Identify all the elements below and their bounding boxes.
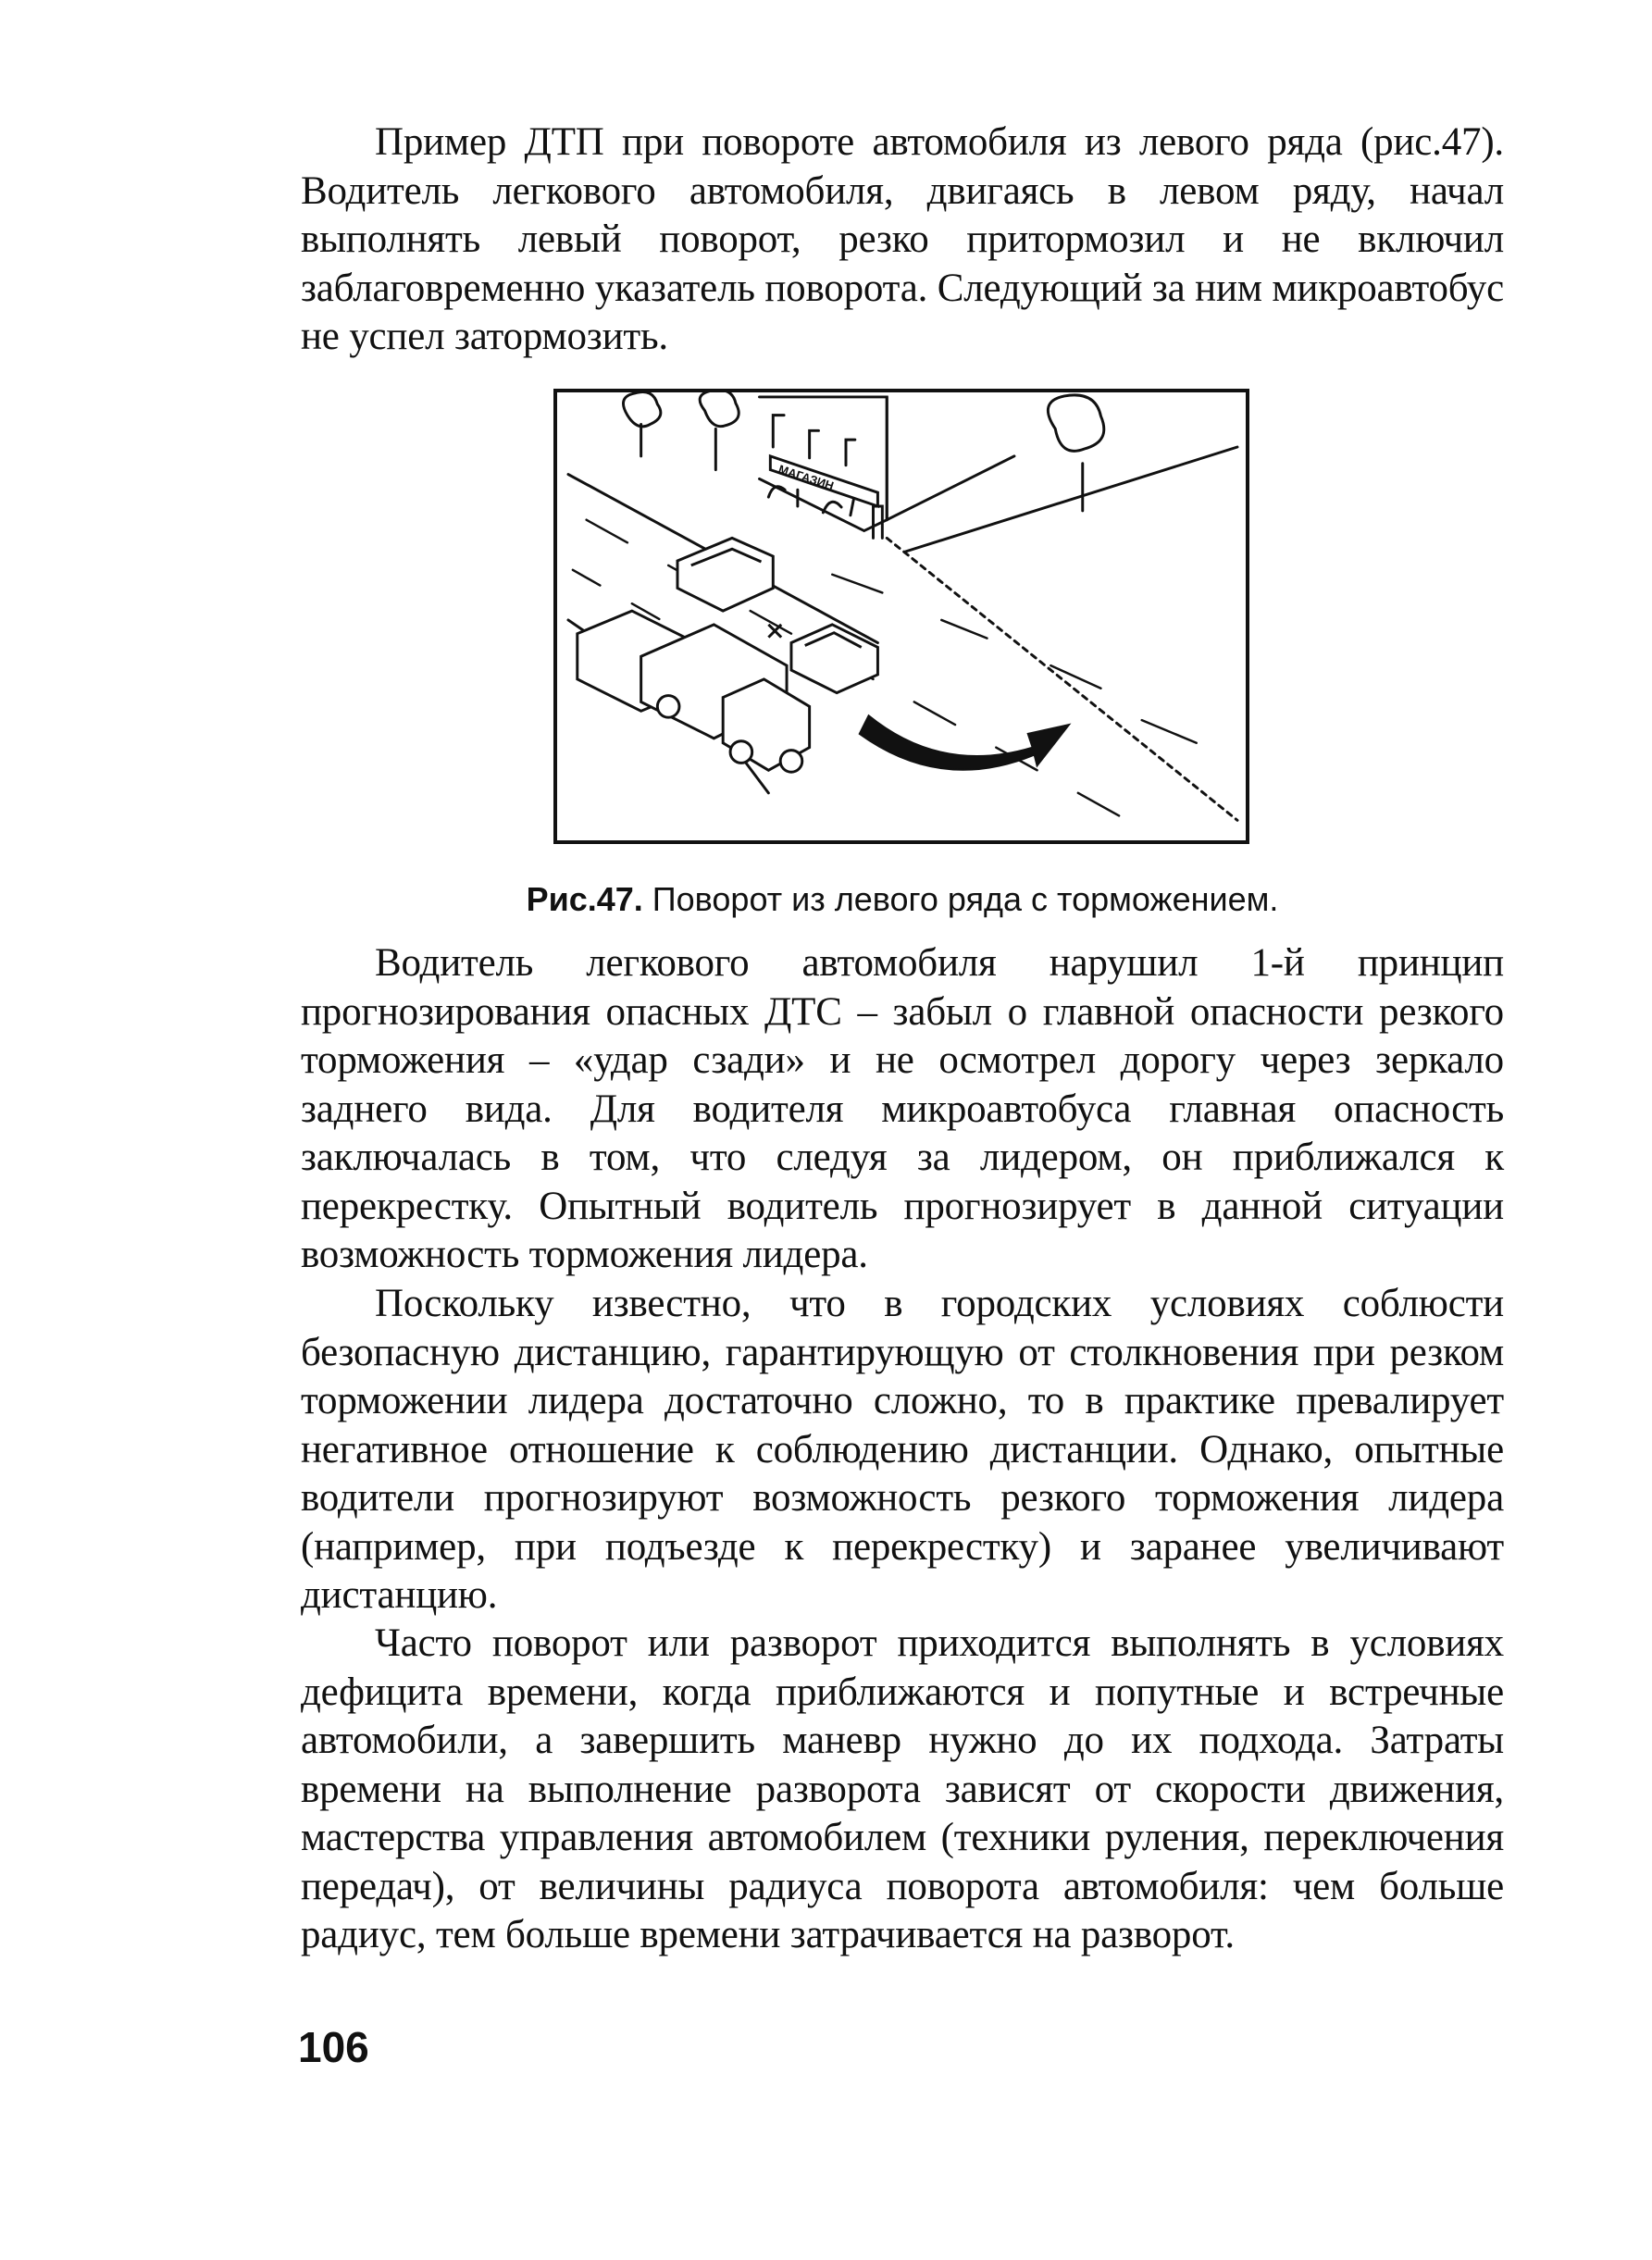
page-number: 106: [298, 2023, 369, 2071]
shop-sign-text: МАГАЗИН: [776, 462, 836, 493]
tree-3: [1048, 395, 1103, 511]
vehicles: [578, 538, 878, 772]
caption-number: Рис.47.: [526, 880, 643, 918]
sidewalk-edge: [887, 456, 1014, 520]
tree-1: [623, 392, 660, 456]
paragraph-3: Поскольку известно, что в городских условиях соблюсти безопасную дистанцию, гарантирующую от столкновения при резком торможении лидера достаточно сложно, то в практике превалирует негативное отношение к соблюдению дистанции. Однако, опытные водители прогнозируют возможность резкого торможения лидера (например, при подъезде к перекрестку) и заранее увеличивают дистанцию.: [301, 1282, 1504, 1617]
turn-arrow: [860, 715, 1069, 770]
caption-text: Поворот из левого ряда с торможением.: [642, 880, 1279, 918]
figure-47-illustration: [553, 389, 1249, 844]
paragraph-4: Часто поворот или разворот приходится выполнять в условиях дефицита времени, когда приближаются и попутные и встречные автомобили, а завершить маневр нужно до их подхода. Затраты времени на выполнение разворота зависят от скорости движения, мастерства управления автомобилем (техники руления, переключения передач), от величины радиуса поворота автомобиля: чем больше радиус, тем больше времени затрачивается на разворот.: [301, 1621, 1504, 1956]
minibus: [677, 538, 773, 611]
intersection-sketch: [557, 392, 1246, 840]
lane-dashes-center: [832, 575, 1196, 743]
paragraph-2: Водитель легкового автомобиля нарушил 1-й принцип прогнозирования опасных ДТС – забыл о главной опасности резкого торможения – «удар сзади» и не осмотрел дорогу через зеркало заднего вида. Для водителя микроавтобуса главная опасность заключалась в том, что следуя за лидером, он приближался к перекрестку. Опытный водитель прогнозирует в данной ситуации возможность торможения лидера.: [301, 941, 1504, 1276]
paragraph-1: Пример ДТП при повороте автомобиля из левого ряда (рис.47). Водитель легкового автомобиля, двигаясь в левом ряду, начал выполнять левый поворот, резко притормозил и не включил заблаговременно указатель поворота. Следующий за ним микроавтобус не успел затормозить.: [301, 120, 1504, 358]
collision-mark: [768, 625, 781, 638]
lane-dashes-left: [573, 570, 659, 619]
figure-caption: [301, 879, 1504, 920]
tree-2: [700, 392, 739, 470]
shop-sign: [770, 456, 877, 506]
